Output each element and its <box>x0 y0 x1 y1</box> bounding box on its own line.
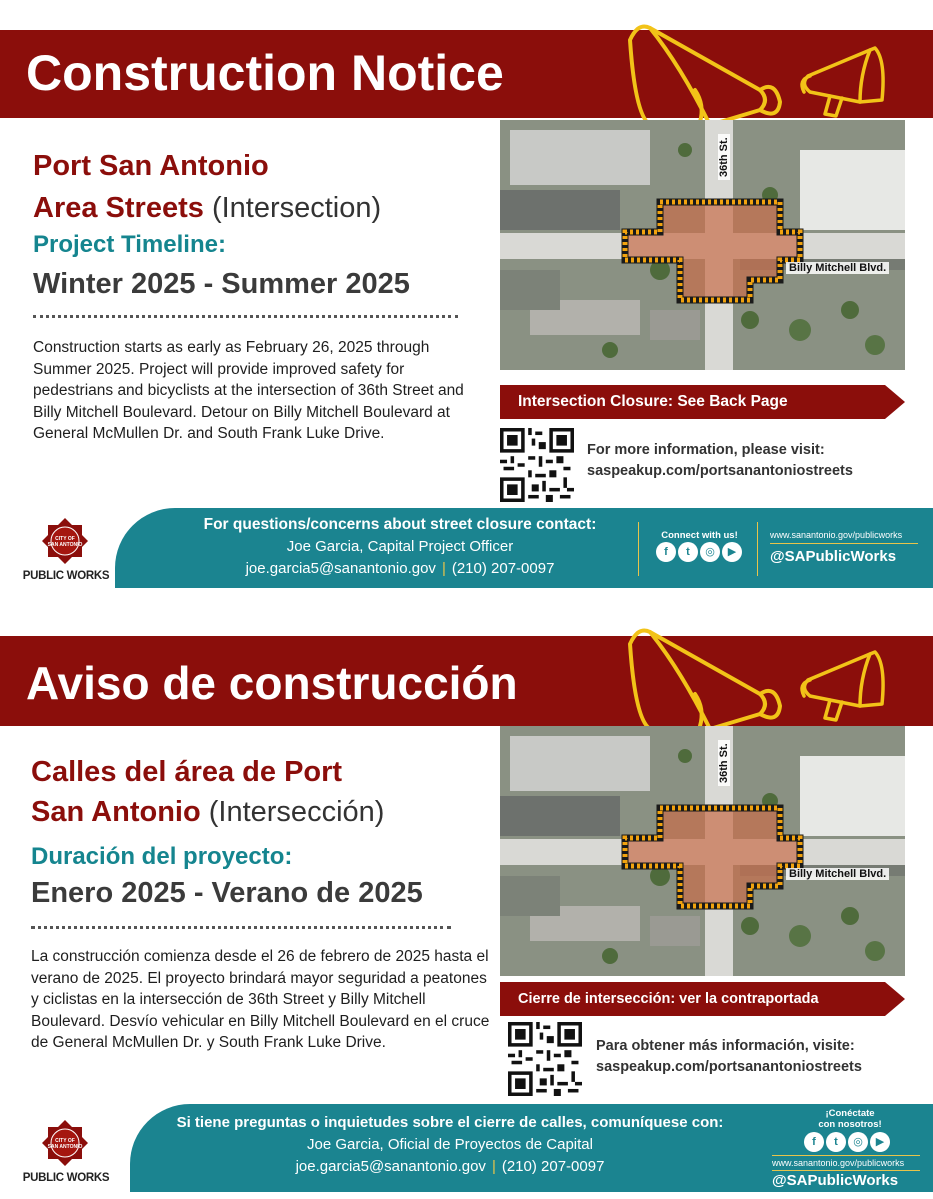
youtube-icon[interactable]: ▶ <box>870 1132 890 1152</box>
intersection-closure-label: Cierre de intersección: ver la contraportada <box>518 991 819 1007</box>
banner-title: Aviso de construcción <box>26 657 518 709</box>
project-title-line-2: Area Streets (Intersection) <box>33 192 382 224</box>
project-description: La construcción comienza desde el 26 de febrero de 2025 hasta el verano de 2025. El proyecto brindará mayor seguridad a peatones y ciclistas en la intersección de 36th Street y Billy Mitchell Boulevard. Desvío vehicular en Billy Mitchell Boulevard en el cruce de General McMullen Dr. y South Frank Luke Drive. <box>31 948 490 1051</box>
contact-phone[interactable]: (210) 207-0097 <box>501 1158 605 1175</box>
intersection-map <box>500 120 905 370</box>
website-topline <box>772 1155 920 1156</box>
city-seal-icon <box>40 516 90 566</box>
timeline-value: Winter 2025 - Summer 2025 <box>33 268 410 300</box>
instagram-icon[interactable]: ◎ <box>700 542 720 562</box>
project-title-line-1: Port San Antonio <box>33 150 269 182</box>
qr-code[interactable] <box>508 1022 582 1096</box>
public-works-label: PUBLIC WORKS <box>22 1172 110 1184</box>
svg-text:CITY OF: CITY OF <box>55 536 75 542</box>
public-works-logo <box>20 1118 112 1190</box>
separator: | <box>491 1158 496 1175</box>
construction-notice-english <box>0 30 933 585</box>
footer-divider-2 <box>757 522 758 576</box>
intersection-closure-label: Intersection Closure: See Back Page <box>518 393 788 410</box>
city-seal-icon <box>40 1118 90 1168</box>
more-info-text: Para obtener más información, visite: saspeakup.com/portsanantoniostreets <box>596 1036 862 1078</box>
timeline-label: Duración del proyecto: <box>31 843 293 870</box>
map-label-billy-mitchell: Billy Mitchell Blvd. <box>786 868 889 880</box>
banner-title: Construction Notice <box>26 45 504 101</box>
intersection-closure-banner <box>500 982 905 1016</box>
twitter-icon[interactable]: t <box>826 1132 846 1152</box>
public-works-logo <box>20 516 112 588</box>
website-link[interactable]: www.sanantonio.gov/publicworks <box>770 530 903 540</box>
contact-email[interactable]: joe.garcia5@sanantonio.gov <box>295 1158 486 1175</box>
intersection-closure-banner <box>500 385 905 419</box>
map-label-36th-st: 36th St. <box>718 134 730 180</box>
dotted-divider <box>31 926 451 929</box>
map-label-billy-mitchell: Billy Mitchell Blvd. <box>786 262 889 274</box>
social-icons <box>804 1132 890 1152</box>
svg-text:SAN ANTONIO: SAN ANTONIO <box>47 542 83 548</box>
contact-phone[interactable]: (210) 207-0097 <box>451 560 555 577</box>
website-underline <box>772 1170 920 1171</box>
project-title-suffix: (Intersección) <box>208 796 385 828</box>
project-title-suffix: (Intersection) <box>211 192 382 224</box>
timeline-value: Enero 2025 - Verano de 2025 <box>31 877 423 909</box>
contact-heading: Si tiene preguntas o inquietudes sobre el cierre de calles, comuníquese con: <box>176 1114 724 1131</box>
qr-code[interactable] <box>500 428 574 502</box>
megaphone-small-icon <box>790 40 900 120</box>
more-info-link[interactable]: saspeakup.com/portsanantoniostreets <box>596 1059 862 1075</box>
project-title-line-1: Calles del área de Port <box>31 756 343 788</box>
footer-divider <box>638 522 639 576</box>
map-label-36th-st: 36th St. <box>718 740 730 786</box>
svg-text:CITY OF: CITY OF <box>55 1138 75 1144</box>
contact-email[interactable]: joe.garcia5@sanantonio.gov <box>245 560 436 577</box>
facebook-icon[interactable]: f <box>656 542 676 562</box>
contact-name: Joe Garcia, Capital Project Officer <box>286 538 514 555</box>
dotted-divider <box>33 315 458 318</box>
contact-footer <box>0 508 933 588</box>
timeline-label: Project Timeline: <box>33 231 226 258</box>
project-description: Construction starts as early as February 26, 2025 through Summer 2025. Project will provide improved safety for pedestrians and bicyclists at the intersection of 36th Street and Billy Mitchell Boulevard. Detour on Billy Mitchell Boulevard at General McMullen Dr. and South Frank Luke Drive. <box>33 339 464 442</box>
contact-block <box>150 1112 750 1178</box>
contact-name: Joe Garcia, Oficial de Proyectos de Capital <box>307 1136 593 1153</box>
social-handle[interactable]: @SAPublicWorks <box>772 1172 899 1189</box>
contact-heading: For questions/concerns about street closure contact: <box>203 516 597 533</box>
more-info-text: For more information, please visit: saspeakup.com/portsanantoniostreets <box>587 440 853 482</box>
connect-label: ¡Conéctate con nosotros! <box>818 1108 882 1130</box>
contact-footer <box>0 1104 933 1192</box>
youtube-icon[interactable]: ▶ <box>722 542 742 562</box>
contact-block <box>175 514 625 580</box>
more-info-link[interactable]: saspeakup.com/portsanantoniostreets <box>587 463 853 479</box>
website-link[interactable]: www.sanantonio.gov/publicworks <box>772 1158 905 1168</box>
connect-label: Connect with us! <box>661 530 738 541</box>
facebook-icon[interactable]: f <box>804 1132 824 1152</box>
project-title-line-2: San Antonio (Intersección) <box>31 796 385 828</box>
intersection-map <box>500 726 905 976</box>
public-works-label: PUBLIC WORKS <box>22 570 110 582</box>
construction-notice-spanish <box>0 636 933 1196</box>
separator: | <box>441 560 446 577</box>
twitter-icon[interactable]: t <box>678 542 698 562</box>
instagram-icon[interactable]: ◎ <box>848 1132 868 1152</box>
social-icons <box>656 542 742 562</box>
svg-text:SAN ANTONIO: SAN ANTONIO <box>47 1144 83 1150</box>
website-underline <box>770 543 918 544</box>
social-handle[interactable]: @SAPublicWorks <box>770 548 897 565</box>
megaphone-small-icon <box>790 644 900 724</box>
